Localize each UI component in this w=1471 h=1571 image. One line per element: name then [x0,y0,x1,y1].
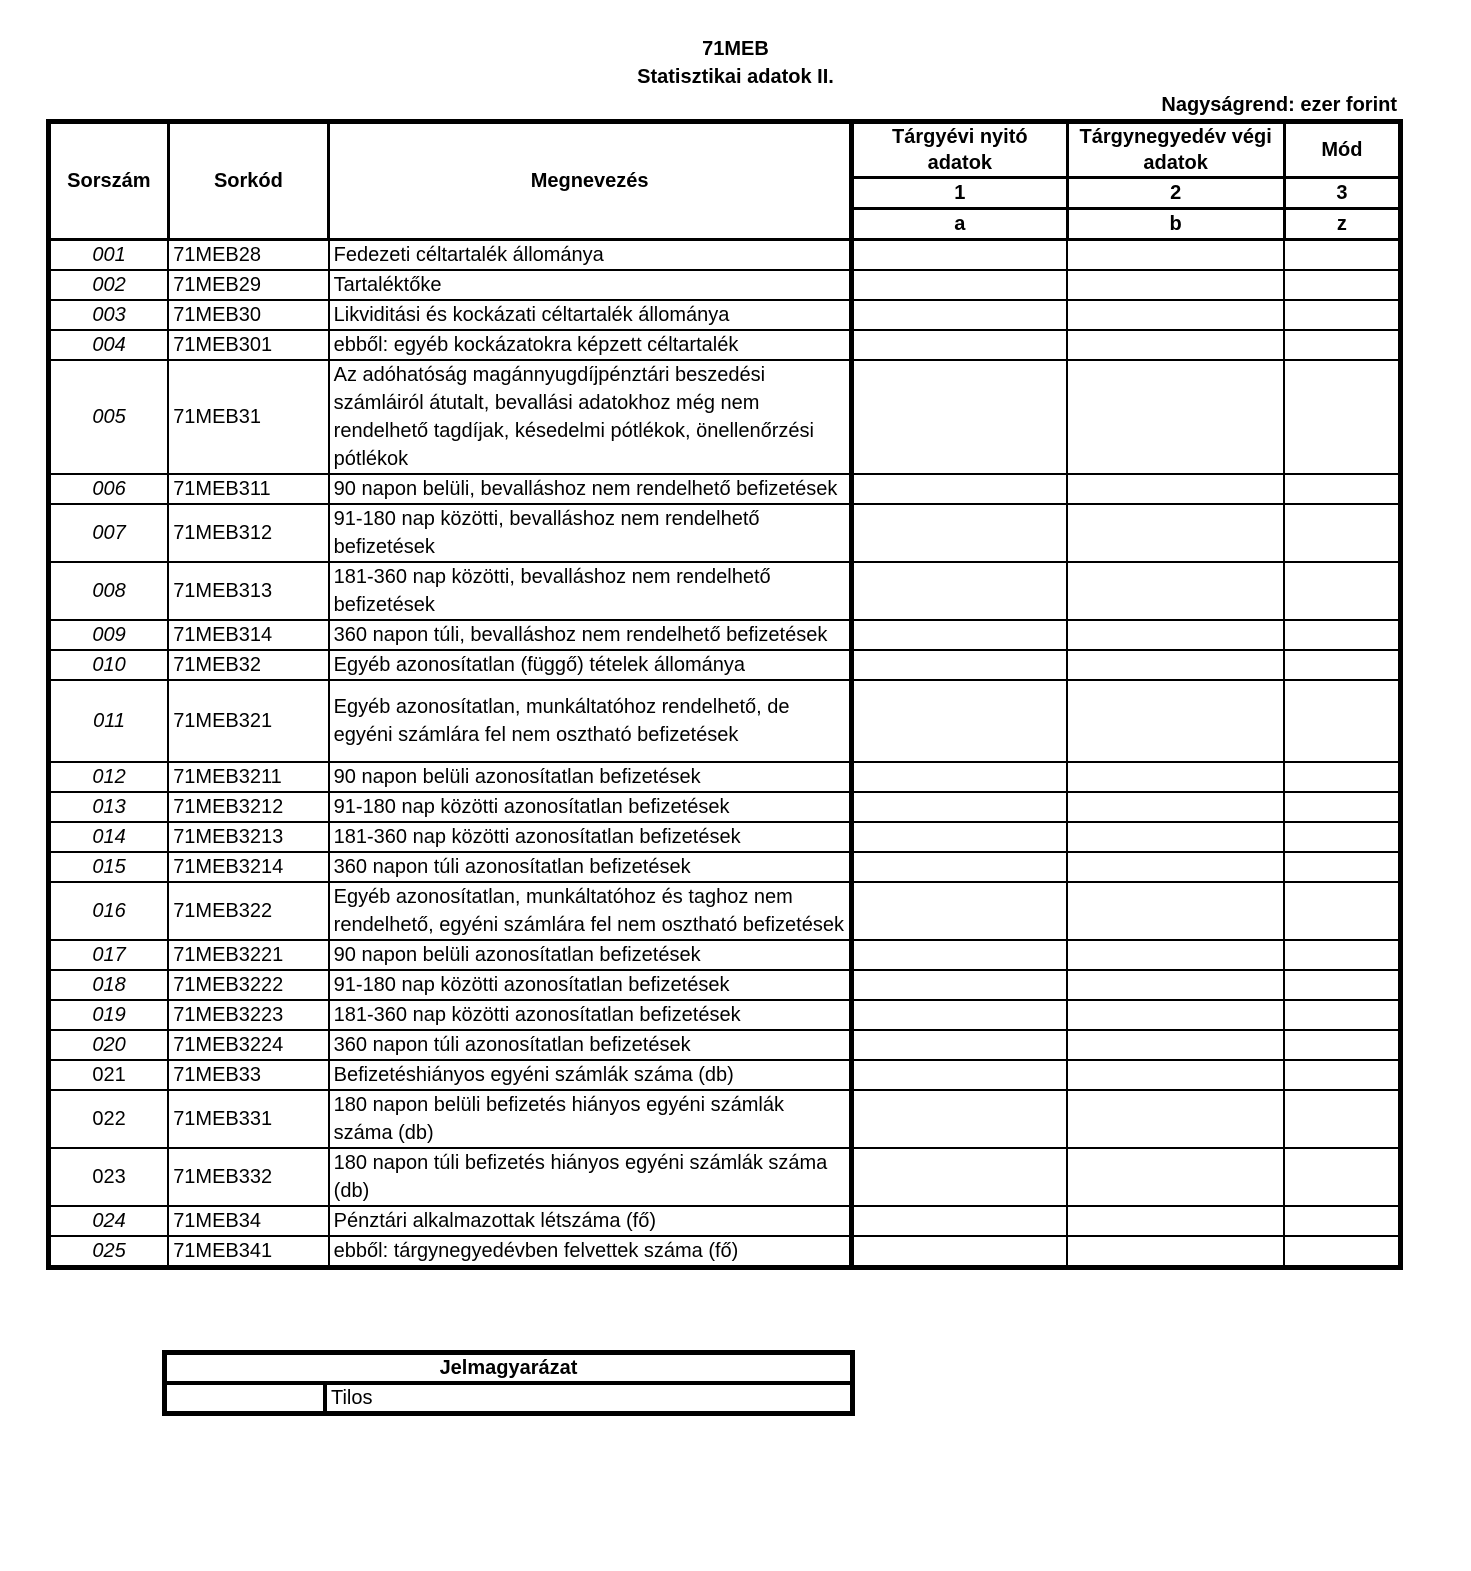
value-cell-z[interactable] [1284,792,1400,822]
row-name: Tartaléktőke [329,270,852,300]
value-cell-z[interactable] [1284,300,1400,330]
value-cell-z[interactable] [1284,1000,1400,1030]
row-name: 90 napon belüli azonosítatlan befizetések [329,940,852,970]
value-cell-a[interactable] [852,970,1067,1000]
header-col3-letter: z [1284,209,1400,240]
header-col1-num: 1 [852,178,1067,209]
value-cell-a[interactable] [852,360,1067,474]
row-number: 010 [49,650,169,680]
value-cell-a[interactable] [852,504,1067,562]
value-cell-a[interactable] [852,270,1067,300]
row-name: 180 napon túli befizetés hiányos egyéni számlák száma (db) [329,1148,852,1206]
row-name: Pénztári alkalmazottak létszáma (fő) [329,1206,852,1236]
value-cell-a[interactable] [852,300,1067,330]
row-code: 71MEB3223 [168,1000,328,1030]
legend-title: Jelmagyarázat [165,1353,853,1384]
value-cell-b[interactable] [1067,792,1284,822]
row-code: 71MEB30 [168,300,328,330]
legend-swatch [165,1383,326,1414]
table-header [49,122,1401,240]
value-cell-b[interactable] [1067,1000,1284,1030]
row-code: 71MEB3221 [168,940,328,970]
row-number: 004 [49,330,169,360]
value-cell-a[interactable] [852,1206,1067,1236]
row-code: 71MEB33 [168,1060,328,1090]
value-cell-z[interactable] [1284,620,1400,650]
header-col3-title: Mód [1284,122,1400,178]
header-sorszam: Sorszám [49,122,169,240]
row-code: 71MEB31 [168,360,328,474]
row-name: 91-180 nap közötti, bevalláshoz nem rendelhető befizetések [329,504,852,562]
value-cell-a[interactable] [852,1060,1067,1090]
row-code: 71MEB3213 [168,822,328,852]
row-code: 71MEB313 [168,562,328,620]
value-cell-z[interactable] [1284,822,1400,852]
value-cell-a[interactable] [852,1148,1067,1206]
row-code: 71MEB341 [168,1236,328,1268]
row-name: 181-360 nap közötti azonosítatlan befizetések [329,1000,852,1030]
value-cell-a[interactable] [852,1030,1067,1060]
table-row [49,562,1401,620]
value-cell-b[interactable] [1067,1148,1284,1206]
header-col1-title: Tárgyévi nyitó adatok [852,122,1067,178]
row-name: Egyéb azonosítatlan (függő) tételek állománya [329,650,852,680]
table-row [49,504,1401,562]
value-cell-a[interactable] [852,882,1067,940]
row-name: 360 napon túli, bevalláshoz nem rendelhető befizetések [329,620,852,650]
row-code: 71MEB312 [168,504,328,562]
table-row [49,882,1401,940]
table-row [49,1000,1401,1030]
form-code: 71MEB [702,38,769,60]
row-number: 005 [49,360,169,474]
value-cell-b[interactable] [1067,822,1284,852]
row-number: 003 [49,300,169,330]
row-code: 71MEB28 [168,240,328,271]
table-row [49,680,1401,762]
value-cell-a[interactable] [852,620,1067,650]
row-name: 91-180 nap közötti azonosítatlan befizetések [329,792,852,822]
value-cell-b[interactable] [1067,852,1284,882]
header-col2-title: Tárgynegyedév végi adatok [1067,122,1284,178]
value-cell-a[interactable] [852,650,1067,680]
row-name: Az adóhatóság magánnyugdíjpénztári beszedési számláiról átutalt, bevallási adatokhoz még nem rendelhető tagdíjak, késedelmi pótlékok, önellenőrzési pótlékok [329,360,852,474]
value-cell-b[interactable] [1067,940,1284,970]
value-cell-a[interactable] [852,330,1067,360]
row-number: 007 [49,504,169,562]
value-cell-b[interactable] [1067,240,1284,271]
table-body [49,240,1401,1268]
value-cell-b[interactable] [1067,620,1284,650]
value-cell-z[interactable] [1284,1148,1400,1206]
value-cell-b[interactable] [1067,330,1284,360]
unit-label: Nagyságrend: ezer forint [1161,94,1397,116]
table-row [49,940,1401,970]
row-number: 011 [49,680,169,762]
value-cell-b[interactable] [1067,504,1284,562]
table-row [49,1206,1401,1236]
table-row [49,270,1401,300]
value-cell-b[interactable] [1067,970,1284,1000]
row-number: 020 [49,1030,169,1060]
value-cell-b[interactable] [1067,300,1284,330]
value-cell-b[interactable] [1067,1060,1284,1090]
value-cell-z[interactable] [1284,474,1400,504]
value-cell-z[interactable] [1284,940,1400,970]
value-cell-b[interactable] [1067,360,1284,474]
value-cell-a[interactable] [852,1236,1067,1268]
header-sorkod: Sorkód [168,122,328,240]
value-cell-z[interactable] [1284,762,1400,792]
value-cell-a[interactable] [852,562,1067,620]
value-cell-a[interactable] [852,762,1067,792]
row-name: 181-360 nap közötti, bevalláshoz nem rendelhető befizetések [329,562,852,620]
table-row [49,650,1401,680]
legend-item-label: Tilos [325,1383,853,1414]
table-row [49,474,1401,504]
row-number: 009 [49,620,169,650]
value-cell-a[interactable] [852,852,1067,882]
value-cell-b[interactable] [1067,680,1284,762]
row-number: 017 [49,940,169,970]
value-cell-z[interactable] [1284,504,1400,562]
row-number: 023 [49,1148,169,1206]
value-cell-b[interactable] [1067,474,1284,504]
value-cell-a[interactable] [852,474,1067,504]
table-row [49,360,1401,474]
value-cell-b[interactable] [1067,650,1284,680]
value-cell-b[interactable] [1067,882,1284,940]
value-cell-z[interactable] [1284,330,1400,360]
value-cell-a[interactable] [852,822,1067,852]
header-col3-num: 3 [1284,178,1400,209]
table-row [49,620,1401,650]
table-row [49,1030,1401,1060]
row-code: 71MEB3222 [168,970,328,1000]
row-number: 015 [49,852,169,882]
row-name: 181-360 nap közötti azonosítatlan befizetések [329,822,852,852]
row-name: Egyéb azonosítatlan, munkáltatóhoz és taghoz nem rendelhető, egyéni számlára fel nem osztható befizetések [329,882,852,940]
row-name: 90 napon belüli, bevalláshoz nem rendelhető befizetések [329,474,852,504]
row-name: 180 napon belüli befizetés hiányos egyéni számlák száma (db) [329,1090,852,1148]
value-cell-b[interactable] [1067,562,1284,620]
value-cell-z[interactable] [1284,1236,1400,1268]
row-name: 360 napon túli azonosítatlan befizetések [329,852,852,882]
row-number: 024 [49,1206,169,1236]
table-row [49,1236,1401,1268]
row-code: 71MEB3224 [168,1030,328,1060]
row-number: 012 [49,762,169,792]
row-code: 71MEB32 [168,650,328,680]
value-cell-z[interactable] [1284,1090,1400,1148]
header-megnevezes: Megnevezés [329,122,852,240]
row-number: 019 [49,1000,169,1030]
value-cell-a[interactable] [852,1090,1067,1148]
value-cell-z[interactable] [1284,650,1400,680]
table-row [49,1060,1401,1090]
value-cell-b[interactable] [1067,1030,1284,1060]
row-number: 016 [49,882,169,940]
row-code: 71MEB3212 [168,792,328,822]
row-name: ebből: tárgynegyedévben felvettek száma (fő) [329,1236,852,1268]
value-cell-b[interactable] [1067,270,1284,300]
row-code: 71MEB321 [168,680,328,762]
value-cell-b[interactable] [1067,1236,1284,1268]
value-cell-z[interactable] [1284,882,1400,940]
row-number: 013 [49,792,169,822]
row-code: 71MEB332 [168,1148,328,1206]
table-row [49,762,1401,792]
row-name: Egyéb azonosítatlan, munkáltatóhoz rendelhető, de egyéni számlára fel nem osztható befizetések [329,680,852,762]
value-cell-z[interactable] [1284,970,1400,1000]
row-name: Fedezeti céltartalék állománya [329,240,852,271]
row-number: 006 [49,474,169,504]
value-cell-z[interactable] [1284,1206,1400,1236]
row-code: 71MEB3214 [168,852,328,882]
row-code: 71MEB3211 [168,762,328,792]
value-cell-z[interactable] [1284,240,1400,271]
value-cell-z[interactable] [1284,270,1400,300]
form-title: Statisztikai adatok II. [637,66,834,88]
row-name: Befizetéshiányos egyéni számlák száma (db) [329,1060,852,1090]
value-cell-a[interactable] [852,680,1067,762]
table-row [49,792,1401,822]
row-number: 014 [49,822,169,852]
row-number: 018 [49,970,169,1000]
header-col2-letter: b [1067,209,1284,240]
value-cell-b[interactable] [1067,762,1284,792]
row-number: 008 [49,562,169,620]
row-number: 002 [49,270,169,300]
data-table [46,119,1403,1270]
row-name: Likviditási és kockázati céltartalék állománya [329,300,852,330]
row-code: 71MEB301 [168,330,328,360]
value-cell-a[interactable] [852,940,1067,970]
value-cell-z[interactable] [1284,360,1400,474]
value-cell-a[interactable] [852,240,1067,271]
table-row [49,822,1401,852]
value-cell-z[interactable] [1284,1030,1400,1060]
row-code: 71MEB311 [168,474,328,504]
row-number: 025 [49,1236,169,1268]
table-row [49,970,1401,1000]
value-cell-z[interactable] [1284,680,1400,762]
legend-table [162,1350,855,1416]
table-row [49,1148,1401,1206]
table-row [49,300,1401,330]
value-cell-b[interactable] [1067,1206,1284,1236]
table-row [49,1090,1401,1148]
row-name: ebből: egyéb kockázatokra képzett céltartalék [329,330,852,360]
value-cell-a[interactable] [852,792,1067,822]
value-cell-z[interactable] [1284,852,1400,882]
row-code: 71MEB331 [168,1090,328,1148]
row-number: 022 [49,1090,169,1148]
value-cell-a[interactable] [852,1000,1067,1030]
row-name: 360 napon túli azonosítatlan befizetések [329,1030,852,1060]
row-code: 71MEB29 [168,270,328,300]
row-code: 71MEB314 [168,620,328,650]
row-name: 90 napon belüli azonosítatlan befizetések [329,762,852,792]
value-cell-z[interactable] [1284,562,1400,620]
row-code: 71MEB322 [168,882,328,940]
header-col1-letter: a [852,209,1067,240]
header-col2-num: 2 [1067,178,1284,209]
row-name: 91-180 nap közötti azonosítatlan befizetések [329,970,852,1000]
row-number: 001 [49,240,169,271]
value-cell-z[interactable] [1284,1060,1400,1090]
row-code: 71MEB34 [168,1206,328,1236]
value-cell-b[interactable] [1067,1090,1284,1148]
table-row [49,240,1401,271]
row-number: 021 [49,1060,169,1090]
table-row [49,330,1401,360]
table-row [49,852,1401,882]
